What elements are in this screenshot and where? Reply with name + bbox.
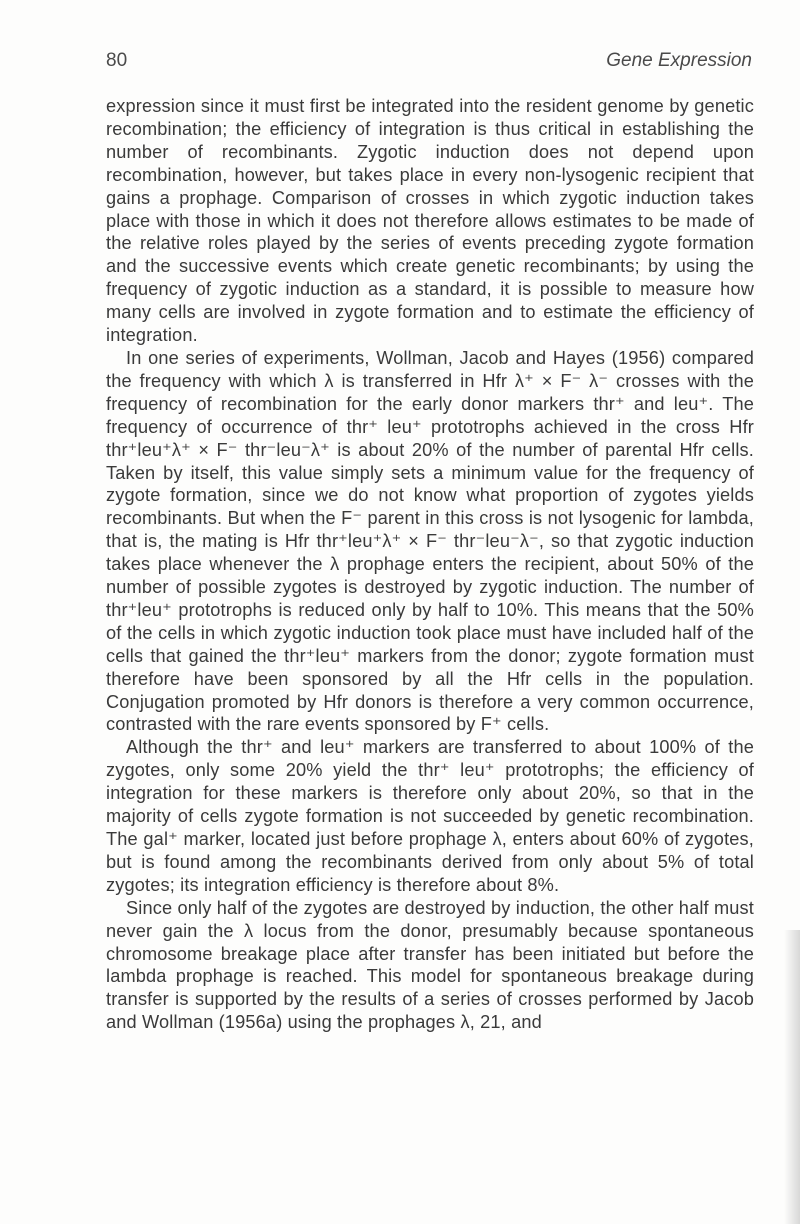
page-header — [106, 50, 752, 78]
body-text — [106, 95, 754, 1034]
page-number: 80 — [106, 50, 128, 71]
paragraph-4: Since only half of the zygotes are destroyed by induction, the other half must never gain the λ locus from the donor, presumably because spontaneous chromosome breakage place after transfer has been initiated but before the lambda prophage is reached. This model for spontaneous breakage during transfer is supported by the results of a series of crosses performed by Jacob and Wollman (1956a) using the prophages λ, 21, and — [106, 897, 754, 1033]
paragraph-1: expression since it must first be integrated into the resident genome by genetic recombination; the efficiency of integration is thus critical in establishing the number of recombinants. Zygotic induction does not depend upon recombination, however, but takes place in every non-lysogenic recipient that gains a prophage. Comparison of crosses in which zygotic induction takes place with those in which it does not therefore allows estimates to be made of the relative roles played by the series of events preceding zygote formation and the successive events which create genetic recombinants; by using the frequency of zygotic induction as a standard, it is possible to measure how many cells are involved in zygote formation and to estimate the efficiency of integration. — [106, 96, 754, 346]
running-head: Gene Expression — [606, 50, 752, 71]
paragraph-2: In one series of experiments, Wollman, Jacob and Hayes (1956) compared the frequency with which λ is transferred in Hfr λ⁺ × F⁻ λ⁻ crosses with the frequency of recombination for the early donor markers thr⁺ and leu⁺. The frequency of occurrence of thr⁺ leu⁺ prototrophs achieved in the cross Hfr thr⁺leu⁺λ⁺ × F⁻ thr⁻leu⁻λ⁺ is about 20% of the number of parental Hfr cells. Taken by itself, this value simply sets a minimum value for the frequency of zygote formation, since we do not know what proportion of zygotes yields recombinants. But when the F⁻ parent in this cross is not lysogenic for lambda, that is, the mating is Hfr thr⁺leu⁺λ⁺ × F⁻ thr⁻leu⁻λ⁻, so that zygotic induction takes place whenever the λ prophage enters the recipient, about 50% of the number of possible zygotes is destroyed by zygotic induction. The number of thr⁺leu⁺ prototrophs is reduced only by half to 10%. This means that the 50% of the cells in which zygotic induction took place must have included half of the cells that gained the thr⁺leu⁺ markers from the donor; zygote formation must therefore have been sponsored by all the Hfr cells in the population. Conjugation promoted by Hfr donors is therefore a very common occurrence, contrasted with the rare events sponsored by F⁺ cells. — [106, 347, 754, 735]
page-edge-shadow — [784, 930, 800, 1224]
paragraph-3: Although the thr⁺ and leu⁺ markers are transferred to about 100% of the zygotes, only some 20% yield the thr⁺ leu⁺ prototrophs; the efficiency of integration for these markers is therefore only about 20%, so that in the majority of cells zygote formation is not succeeded by genetic recombination. The gal⁺ marker, located just before prophage λ, enters about 60% of zygotes, but is found among the recombinants derived from only about 5% of total zygotes; its integration efficiency is therefore about 8%. — [106, 737, 754, 895]
